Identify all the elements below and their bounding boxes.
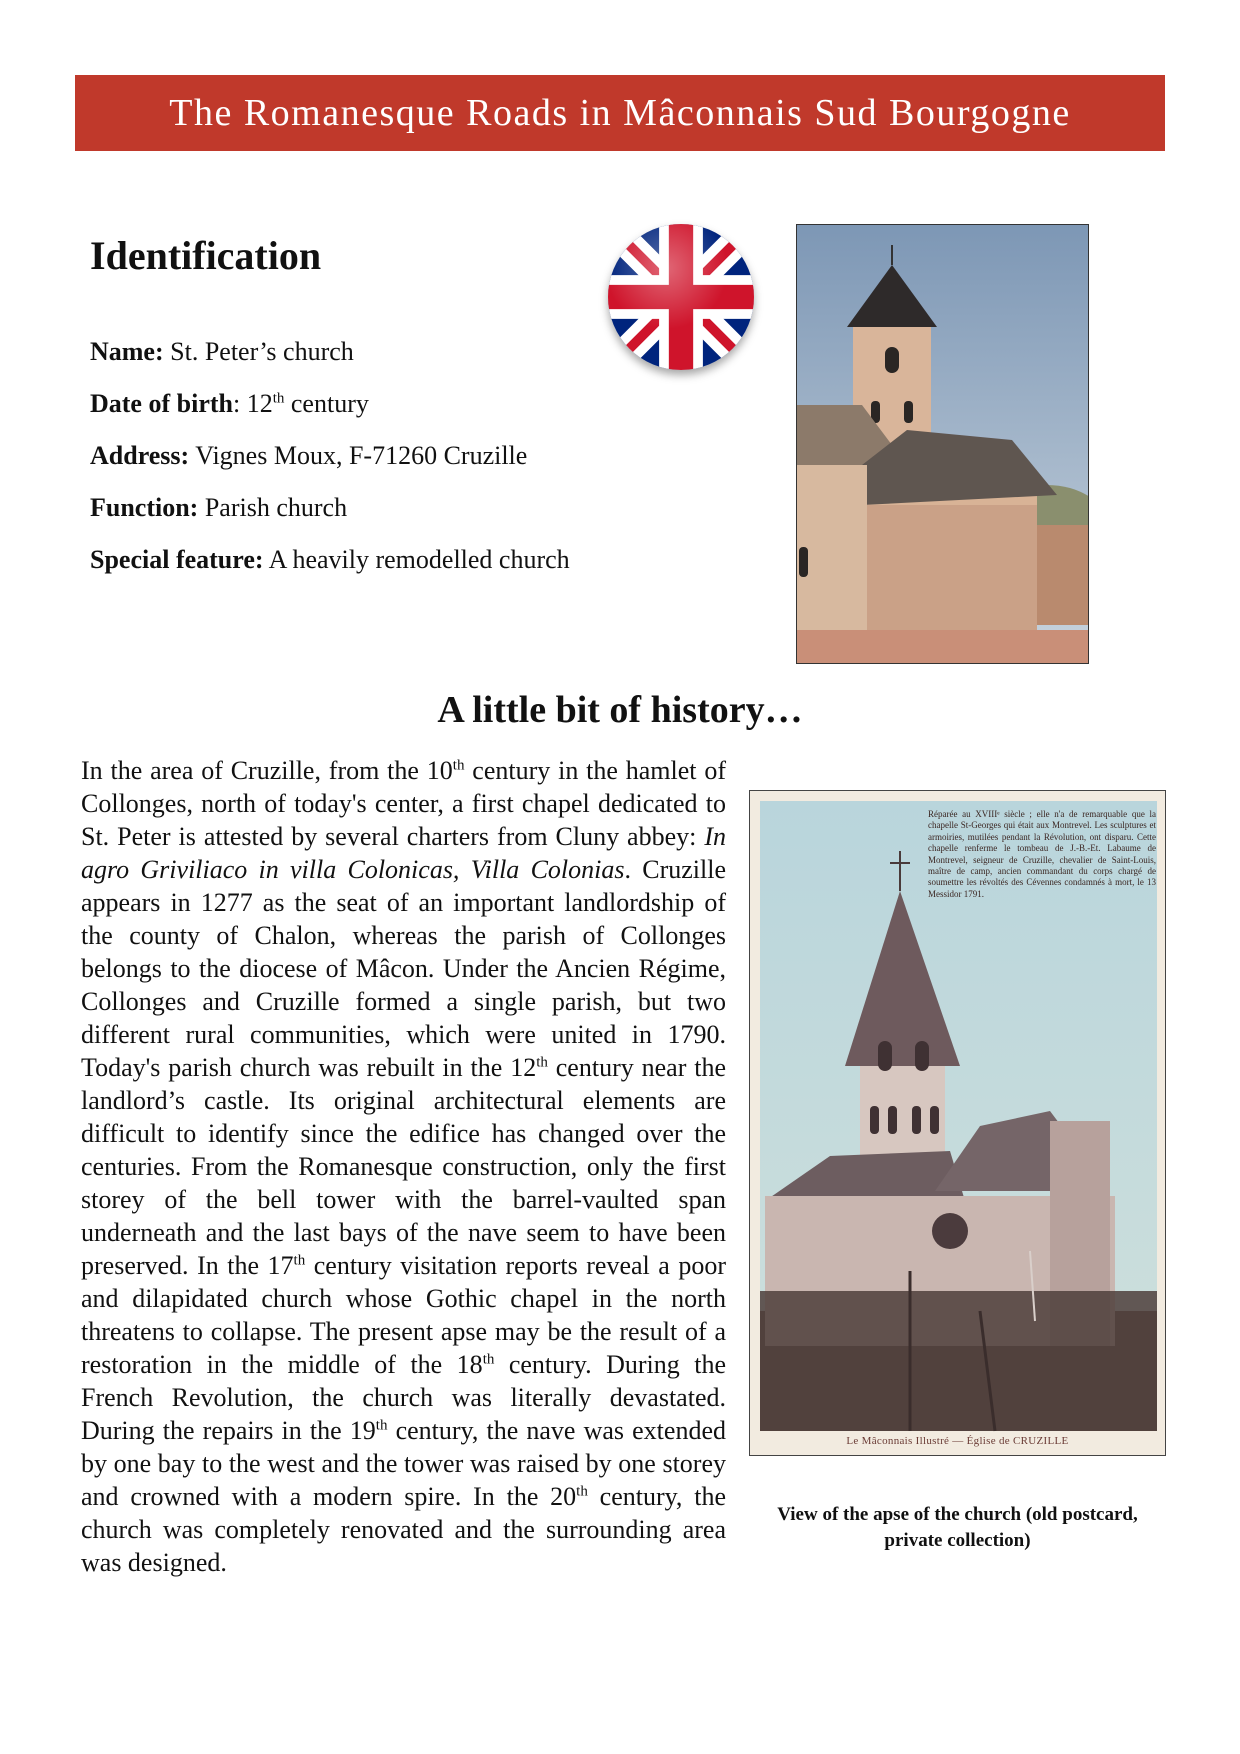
union-jack-flag-icon	[608, 224, 754, 370]
field-function-label: Function:	[90, 493, 199, 522]
ordinal-suffix: th	[576, 1483, 588, 1500]
field-date-value: century	[284, 389, 369, 418]
field-address-value: Vignes Moux, F-71260 Cruzille	[189, 441, 528, 470]
field-date-label: Date of birth	[90, 389, 233, 418]
field-special-feature-label: Special feature:	[90, 545, 264, 574]
history-heading: A little bit of history…	[437, 689, 803, 731]
field-date-suffix: th	[272, 390, 285, 407]
history-paragraph	[81, 754, 726, 1579]
ordinal-suffix: th	[482, 1351, 495, 1368]
history-text-run: century in the hamlet of Collonges, north of today's center, a first chapel dedicated to St. Peter is attested by several charters from Cluny abbey:	[81, 756, 726, 851]
ordinal-suffix: th	[452, 757, 465, 774]
history-text-run: century, the nave was extended by one bay to the west and the tower was raised by one storey and crowned with a modern spire. In the 20	[81, 1416, 726, 1511]
field-name	[90, 337, 354, 367]
field-function	[90, 493, 347, 523]
old-postcard-image	[749, 790, 1166, 1456]
identification-heading: Identification	[90, 233, 322, 278]
field-address-label: Address:	[90, 441, 190, 470]
field-name-label: Name:	[90, 337, 164, 366]
field-date-sep: :	[232, 389, 247, 418]
ordinal-suffix: th	[536, 1054, 548, 1071]
postcard-caption: Le Mâconnais Illustré — Église de CRUZILLE	[846, 1435, 1069, 1447]
field-date-number: 12	[246, 389, 273, 418]
field-date-of-birth	[90, 389, 369, 419]
history-text-run: . Cruzille appears in 1277 as the seat of an important landlordship of the county of Chalon, whereas the parish of Collonges belongs to the diocese of Mâcon. Under the Ancien Régime, Collonges and Cruzille formed a single parish, but two different rural communities, which were united in 1790. Today's parish church was rebuilt in the 12	[81, 855, 726, 1082]
ordinal-suffix: th	[375, 1417, 388, 1434]
figure-caption: View of the apse of the church (old postcard, private collection)	[777, 1504, 1138, 1551]
field-name-value: St. Peter’s church	[163, 337, 354, 366]
ordinal-suffix: th	[293, 1252, 306, 1269]
history-text-run: century. During the French Revolution, the church was literally devastated. During the repairs in the 19	[81, 1350, 726, 1445]
field-address	[90, 441, 527, 471]
field-special-feature	[90, 545, 570, 575]
postcard-note: Réparée au XVIIIᵉ siècle ; elle n'a de remarquable que la chapelle St-Georges qui était aux Montrevel. Les sculptures et armoiries, mutilées pendant la Révolution, ont disparu. Cette chapelle renferme le tombeau de J.-B.-Et. Labaume de Montrevel, seigneur de Cruzille, chevalier de Saint-Louis, maître de camp, ancien commandant du corps chargé de soumettre les révoltés des Cévennes condamnés à mort, le 13 Messidor 1791.	[928, 809, 1156, 899]
history-text-run: century, the church was completely renovated and the surrounding area was designed.	[81, 1482, 726, 1577]
church-photo	[796, 224, 1089, 664]
history-text-run: In the area of Cruzille, from the 10	[81, 756, 453, 785]
history-text-run: century near the landlord’s castle. Its original architectural elements are difficult to identify since the edifice has changed over the centuries. From the Romanesque construction, only the first storey of the bell tower with the barrel-vaulted span underneath and the last bays of the nave seem to have been preserved. In the 17	[81, 1053, 727, 1280]
field-function-value: Parish church	[198, 493, 348, 522]
latin-quote: In agro Griviliaco in villa Colonicas, Villa Colonias	[81, 822, 726, 884]
field-special-feature-value: A heavily remodelled church	[263, 545, 570, 574]
history-text-run: century visitation reports reveal a poor and dilapidated church whose Gothic chapel in the north threatens to collapse. The present apse may be the result of a restoration in the middle of the 18	[81, 1251, 726, 1379]
page-banner: The Romanesque Roads in Mâconnais Sud Bourgogne	[75, 75, 1165, 151]
